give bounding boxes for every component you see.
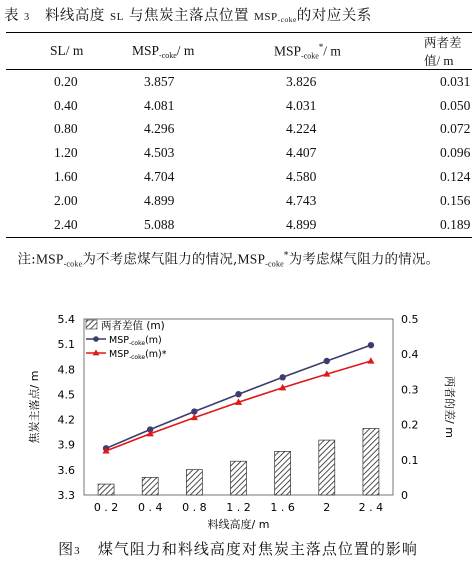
caption-var-msp-sub: -coke bbox=[277, 15, 297, 24]
y2-tick-label: 0.4 bbox=[401, 348, 419, 362]
x-tick-label: 0 . 4 bbox=[137, 501, 163, 514]
x-tick-label: 2 bbox=[323, 501, 331, 514]
x-tick-label: 2 . 4 bbox=[358, 501, 384, 514]
cell-diff: 0.124 bbox=[440, 169, 471, 185]
caption-text-1: 料线高度 bbox=[44, 8, 105, 24]
x-tick-label: 1 . 2 bbox=[226, 501, 251, 514]
table-row bbox=[6, 213, 472, 237]
header-diff-main: 两者差值 bbox=[424, 35, 462, 68]
x-axis-title: 料线高度/ m bbox=[207, 518, 270, 531]
note-msp-sub: -coke bbox=[63, 259, 83, 269]
figure-caption bbox=[0, 538, 476, 559]
table-header-row bbox=[6, 33, 472, 70]
y2-tick-label: 0.1 bbox=[401, 453, 419, 467]
y-tick-label: 3.3 bbox=[57, 489, 75, 502]
figure-prefix: 图 bbox=[58, 540, 75, 558]
line-msp-coke-star bbox=[106, 361, 371, 451]
cell-diff: 0.189 bbox=[440, 216, 471, 232]
data-table bbox=[6, 32, 472, 238]
table-row bbox=[6, 141, 472, 165]
cell-sl: 1.20 bbox=[54, 145, 78, 161]
cell-sl: 1.60 bbox=[54, 169, 78, 185]
bar-diff bbox=[363, 428, 379, 495]
cell-sl: 0.80 bbox=[54, 121, 78, 137]
table-caption bbox=[4, 4, 372, 25]
cell-sl: 0.20 bbox=[54, 73, 78, 89]
y2-tick-label: 0.3 bbox=[401, 383, 419, 397]
legend-line1-label bbox=[109, 335, 162, 347]
table-note bbox=[4, 244, 472, 277]
header-msp-star bbox=[254, 33, 410, 70]
point-msp-coke bbox=[279, 374, 285, 380]
cell-diff: 0.096 bbox=[440, 145, 471, 161]
note-prefix: 注: bbox=[17, 251, 36, 268]
figure-text: 煤气阻力和料线高度对焦炭主落点位置的影响 bbox=[97, 540, 418, 558]
y-tick-label: 3.9 bbox=[57, 438, 75, 452]
y-tick-label: 3.6 bbox=[57, 463, 75, 477]
header-diff bbox=[410, 33, 472, 70]
plot-area bbox=[27, 313, 457, 531]
note-text-1: 为不考虑煤气阻力的情况, bbox=[82, 251, 238, 268]
x-tick-label: 0 . 8 bbox=[182, 501, 207, 514]
legend-line2-main: MSP bbox=[109, 349, 129, 360]
table-row bbox=[6, 165, 472, 189]
cell-msp: 4.296 bbox=[144, 121, 175, 137]
caption-var-msp-main: MSP bbox=[254, 11, 278, 23]
table-row bbox=[6, 189, 472, 213]
caption-text-3: 的对应关系 bbox=[296, 8, 372, 24]
cell-msp: 3.857 bbox=[144, 73, 175, 89]
legend-bar-label: 两者差值 (m) bbox=[101, 320, 165, 332]
y2-axis-title: 两者的差/ m bbox=[443, 376, 456, 438]
point-msp-coke-star bbox=[367, 357, 374, 363]
table-row bbox=[6, 94, 472, 118]
bar-diff bbox=[186, 470, 202, 495]
y-tick-label: 4.2 bbox=[57, 413, 75, 427]
caption-text-2: 与焦炭主落点位置 bbox=[129, 8, 249, 24]
cell-msp-star: 4.407 bbox=[286, 145, 317, 161]
header-msp-star-mark: * bbox=[318, 41, 324, 52]
caption-var-msp bbox=[254, 11, 297, 23]
header-msp-star-main: MSP bbox=[274, 43, 302, 59]
header-sl: SL/ m bbox=[50, 43, 84, 58]
y-tick-label: 5.4 bbox=[57, 313, 75, 326]
caption-prefix: 表 bbox=[4, 8, 19, 24]
table-row bbox=[6, 70, 472, 94]
header-msp-unit: / m bbox=[176, 42, 195, 58]
legend-line1-tail: (m) bbox=[145, 335, 162, 346]
cell-msp-star: 4.031 bbox=[286, 97, 317, 113]
header-diff-unit: / m bbox=[436, 53, 454, 68]
cell-msp: 4.899 bbox=[144, 192, 175, 208]
bar-diff bbox=[231, 461, 247, 495]
point-msp-coke bbox=[235, 391, 241, 397]
legend-line2-label bbox=[109, 349, 167, 361]
cell-diff: 0.031 bbox=[440, 73, 471, 89]
cell-msp: 5.088 bbox=[144, 216, 175, 232]
caption-number: 3 bbox=[24, 12, 30, 23]
cell-msp: 4.503 bbox=[144, 145, 175, 161]
y2-tick-label: 0.5 bbox=[401, 313, 419, 326]
point-msp-coke bbox=[368, 342, 374, 348]
header-msp-main: MSP bbox=[132, 42, 160, 58]
y2-tick-label: 0 bbox=[401, 489, 408, 502]
cell-msp-star: 4.224 bbox=[286, 121, 317, 137]
y2-tick-label: 0.2 bbox=[401, 418, 419, 432]
cell-sl: 2.00 bbox=[54, 192, 78, 208]
y-tick-label: 4.8 bbox=[57, 363, 75, 377]
legend-line2-sub: -coke bbox=[128, 354, 146, 361]
cell-msp-star: 4.899 bbox=[286, 216, 317, 232]
cell-sl: 0.40 bbox=[54, 97, 78, 113]
header-msp-sub: -coke bbox=[159, 50, 177, 60]
table-row bbox=[6, 118, 472, 142]
note-msp-star-sub: -coke bbox=[265, 259, 284, 269]
figure-number: 3 bbox=[74, 545, 81, 557]
caption-var-sl: SL bbox=[110, 11, 124, 23]
x-tick-label: 1 . 6 bbox=[270, 501, 295, 514]
cell-msp: 4.081 bbox=[144, 97, 175, 113]
legend-bar-swatch bbox=[86, 320, 97, 329]
cell-diff: 0.156 bbox=[440, 192, 471, 208]
cell-msp: 4.704 bbox=[144, 169, 175, 185]
bar-diff bbox=[319, 440, 335, 495]
cell-diff: 0.050 bbox=[440, 97, 471, 113]
header-msp-star-unit: / m bbox=[323, 43, 341, 59]
note-msp-main: MSP bbox=[35, 251, 64, 267]
cell-msp-star: 3.826 bbox=[286, 73, 317, 89]
cell-diff: 0.072 bbox=[440, 121, 471, 137]
note-msp-star-main: MSP bbox=[237, 251, 266, 267]
legend-line1-marker bbox=[93, 336, 99, 342]
chart-figure bbox=[0, 300, 476, 535]
note-text-2: 为考虑煤气阻力的情况。 bbox=[288, 251, 440, 268]
header-msp bbox=[126, 33, 254, 70]
legend-line1-main: MSP bbox=[109, 335, 129, 346]
y-tick-label: 4.5 bbox=[57, 388, 75, 402]
bar-diff bbox=[98, 484, 114, 495]
bar-diff bbox=[275, 451, 291, 495]
y-tick-label: 5.1 bbox=[57, 338, 75, 352]
header-msp-star-sub: -coke bbox=[301, 51, 319, 61]
point-msp-coke bbox=[324, 358, 330, 364]
legend-line2-tail: (m)* bbox=[145, 349, 167, 360]
x-tick-label: 0 . 2 bbox=[93, 501, 119, 514]
cell-msp-star: 4.743 bbox=[286, 192, 317, 208]
bar-diff bbox=[142, 477, 158, 495]
cell-sl: 2.40 bbox=[54, 216, 78, 232]
legend-line1-sub: -coke bbox=[128, 340, 146, 347]
note-msp-star-mark: * bbox=[283, 251, 289, 261]
y-axis-title: 焦炭主落点/ m bbox=[28, 370, 41, 444]
cell-msp-star: 4.580 bbox=[286, 169, 317, 185]
